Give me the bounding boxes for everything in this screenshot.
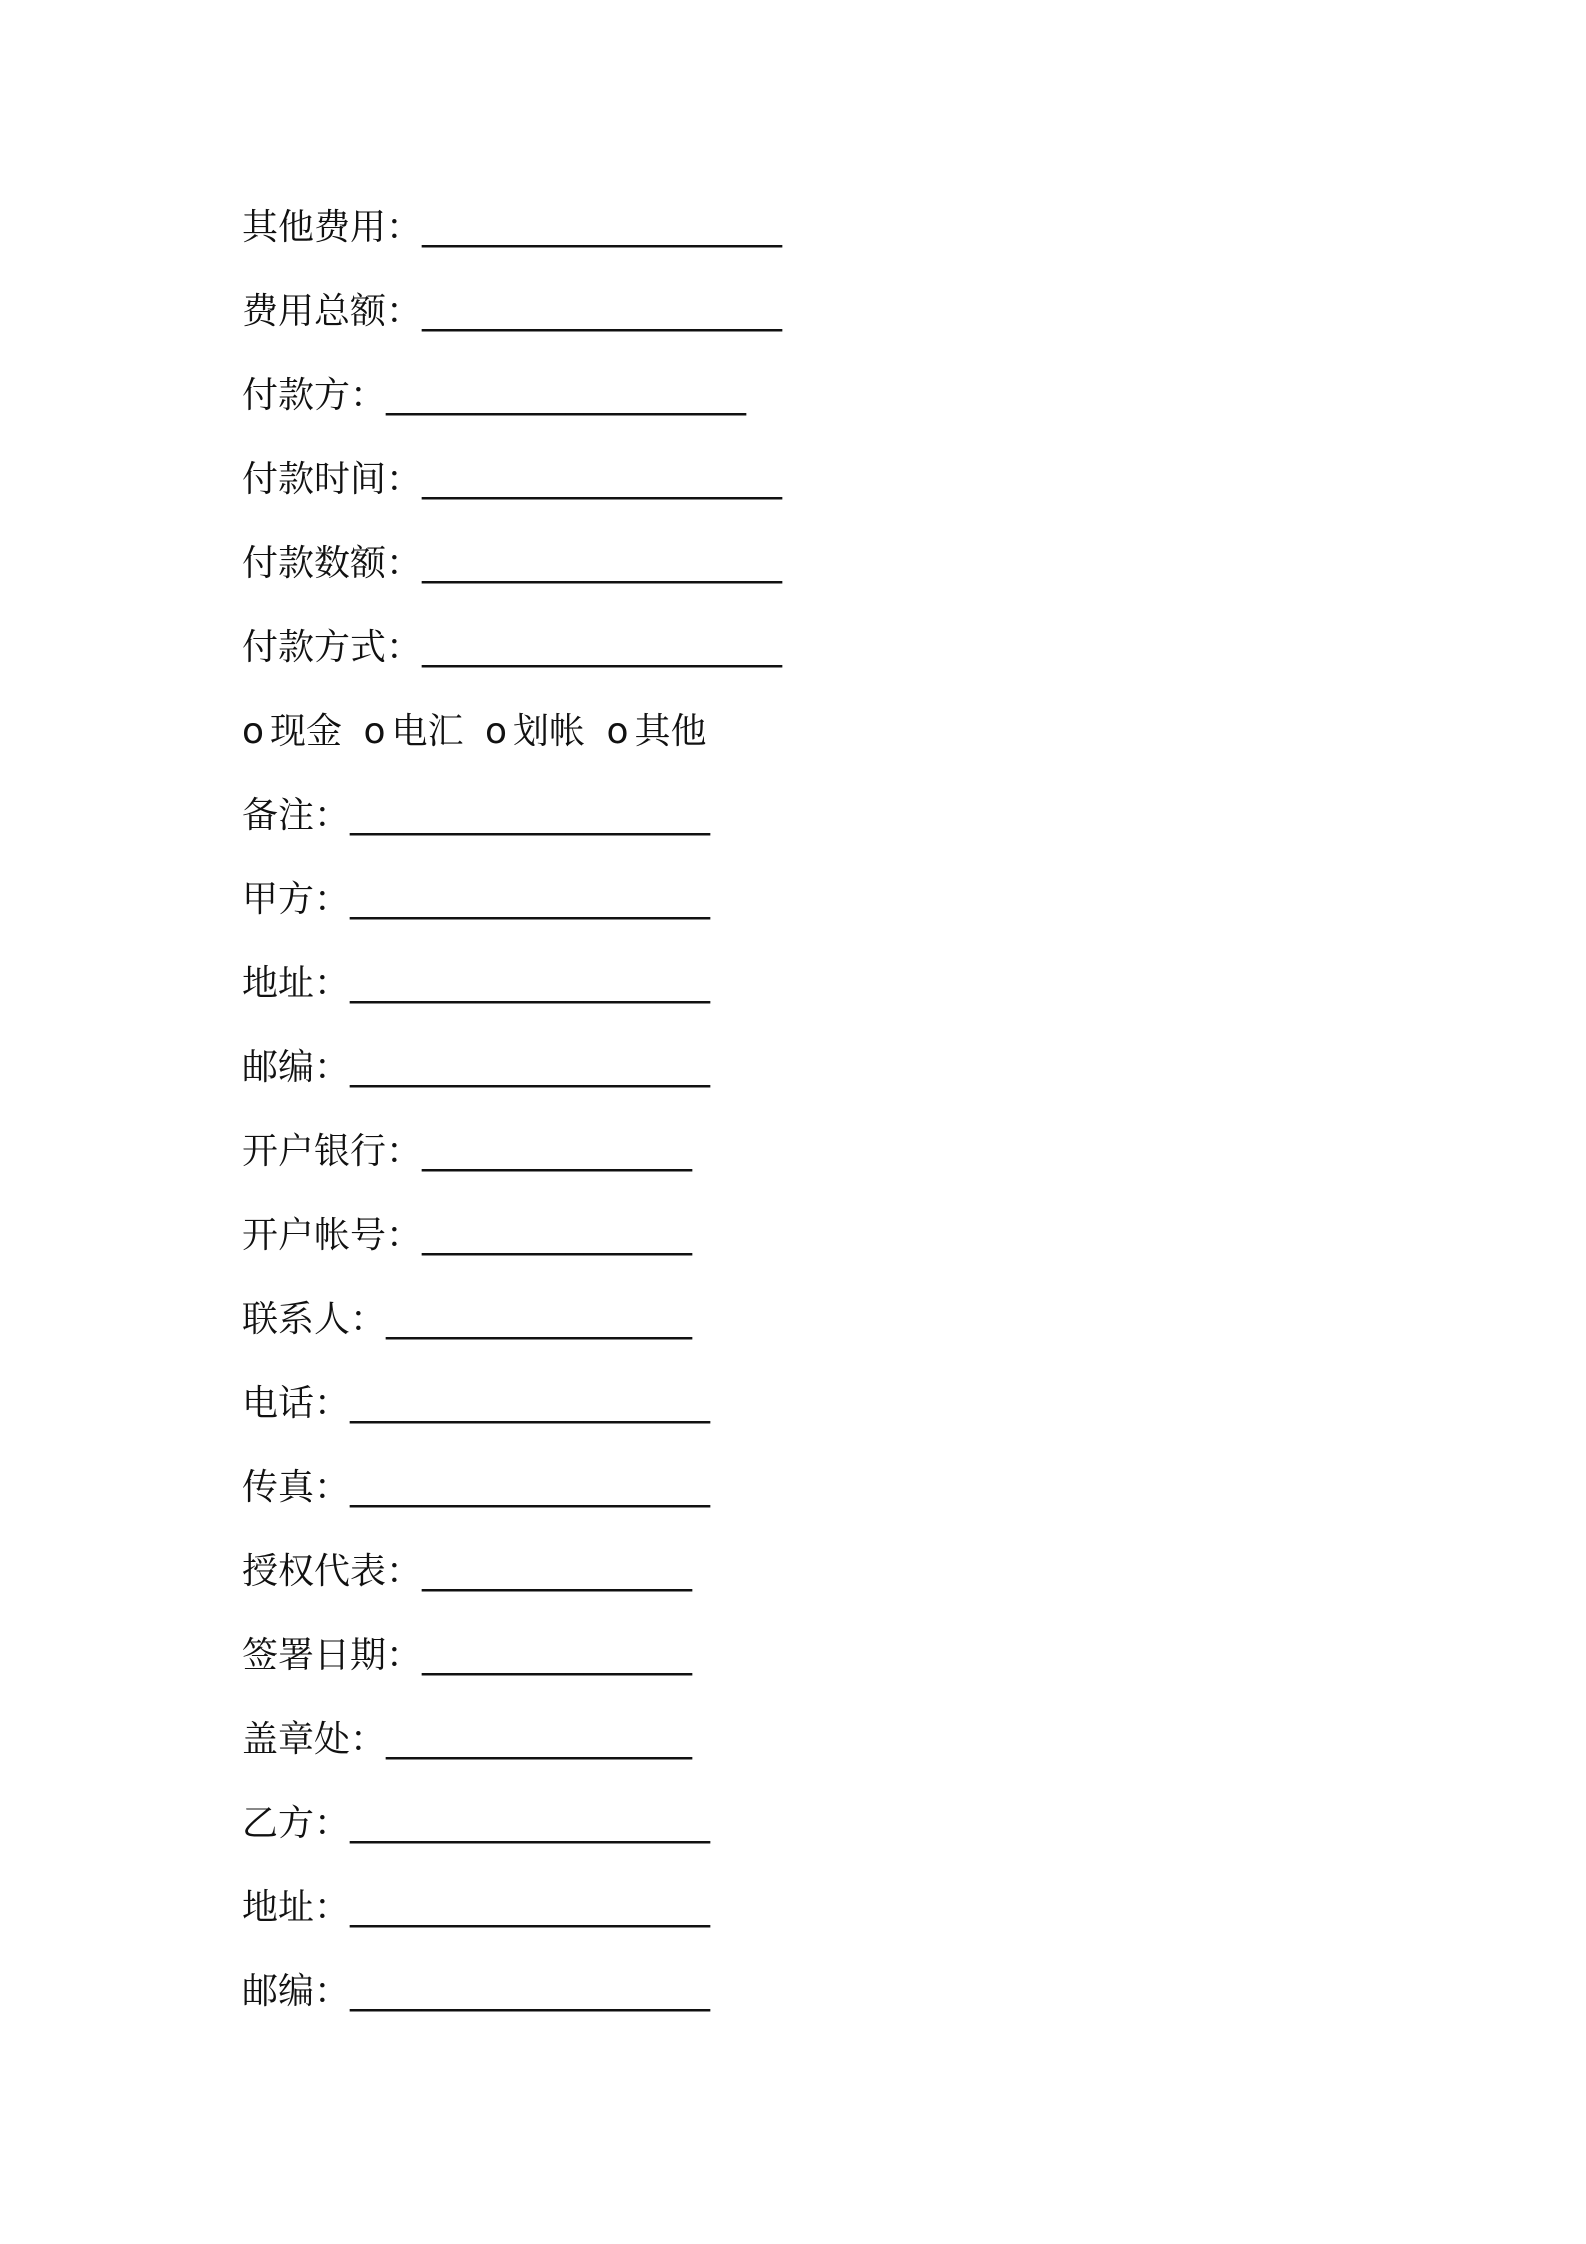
field-blank: _________________ (386, 1299, 693, 1340)
field-blank: ____________________ (350, 1971, 711, 2012)
field-label: 开户银行： (242, 1131, 423, 1172)
field-label: 邮编： (242, 1971, 351, 2012)
option-marker-icon: o (606, 711, 629, 752)
form-lines (242, 200, 1342, 2048)
field-blank: ____________________ (422, 291, 783, 332)
field-label: 乙方： (242, 1803, 351, 1844)
field-row-payer (242, 368, 1342, 452)
field-blank: ____________________ (350, 1887, 711, 1928)
field-row-bank (242, 1124, 1342, 1208)
field-row-contact (242, 1292, 1342, 1376)
field-blank: ____________________ (350, 1467, 711, 1508)
payment-option-other: 其他 (634, 711, 707, 752)
field-label: 付款数额： (242, 543, 423, 584)
field-blank: _______________ (422, 1551, 693, 1592)
field-label: 地址： (242, 963, 351, 1004)
field-blank: _________________ (386, 1719, 693, 1760)
field-row-payment-method (242, 620, 1342, 704)
field-label: 付款方式： (242, 627, 423, 668)
field-row-payment-amount (242, 536, 1342, 620)
payment-options-row (242, 704, 1342, 788)
field-row-sign-date (242, 1628, 1342, 1712)
field-blank: ____________________ (350, 963, 711, 1004)
field-row-other-fees (242, 200, 1342, 284)
field-blank: ____________________ (422, 459, 783, 500)
field-label: 授权代表： (242, 1551, 423, 1592)
field-row-remarks (242, 788, 1342, 872)
field-blank: ____________________ (422, 627, 783, 668)
field-label: 邮编： (242, 1047, 351, 1088)
field-label: 传真： (242, 1467, 351, 1508)
field-row-address-b (242, 1880, 1342, 1964)
payment-option-cash: 现金 (270, 711, 343, 752)
field-blank: ____________________ (350, 1803, 711, 1844)
field-row-party-b (242, 1796, 1342, 1880)
field-label: 开户帐号： (242, 1215, 423, 1256)
field-label: 电话： (242, 1383, 351, 1424)
field-blank: ____________________ (422, 207, 783, 248)
field-label: 盖章处： (242, 1719, 387, 1760)
field-label: 联系人： (242, 1299, 387, 1340)
field-label: 甲方： (242, 879, 351, 920)
field-label: 付款时间： (242, 459, 423, 500)
field-blank: ____________________ (350, 1047, 711, 1088)
field-row-seal (242, 1712, 1342, 1796)
field-row-party-a (242, 872, 1342, 956)
field-row-fax (242, 1460, 1342, 1544)
option-marker-icon: o (485, 711, 508, 752)
field-row-account (242, 1208, 1342, 1292)
field-row-payment-time (242, 452, 1342, 536)
field-row-address-a (242, 956, 1342, 1040)
field-row-postcode-a (242, 1040, 1342, 1124)
field-blank: _______________ (422, 1131, 693, 1172)
field-blank: _______________ (422, 1215, 693, 1256)
field-label: 付款方： (242, 375, 387, 416)
field-row-postcode-b (242, 1964, 1342, 2048)
option-marker-icon: o (363, 711, 386, 752)
field-blank: ____________________ (386, 375, 747, 416)
payment-option-transfer: 划帐 (513, 711, 586, 752)
field-blank: ____________________ (350, 1383, 711, 1424)
field-blank: _______________ (422, 1635, 693, 1676)
field-row-authorized-rep (242, 1544, 1342, 1628)
option-marker-icon: o (242, 711, 265, 752)
field-row-total-fees (242, 284, 1342, 368)
field-label: 其他费用： (242, 207, 423, 248)
field-blank: ____________________ (350, 795, 711, 836)
payment-option-wire: 电汇 (391, 711, 464, 752)
field-blank: ____________________ (422, 543, 783, 584)
field-label: 费用总额： (242, 291, 423, 332)
field-label: 备注： (242, 795, 351, 836)
field-blank: ____________________ (350, 879, 711, 920)
field-label: 地址： (242, 1887, 351, 1928)
field-row-phone (242, 1376, 1342, 1460)
field-label: 签署日期： (242, 1635, 423, 1676)
